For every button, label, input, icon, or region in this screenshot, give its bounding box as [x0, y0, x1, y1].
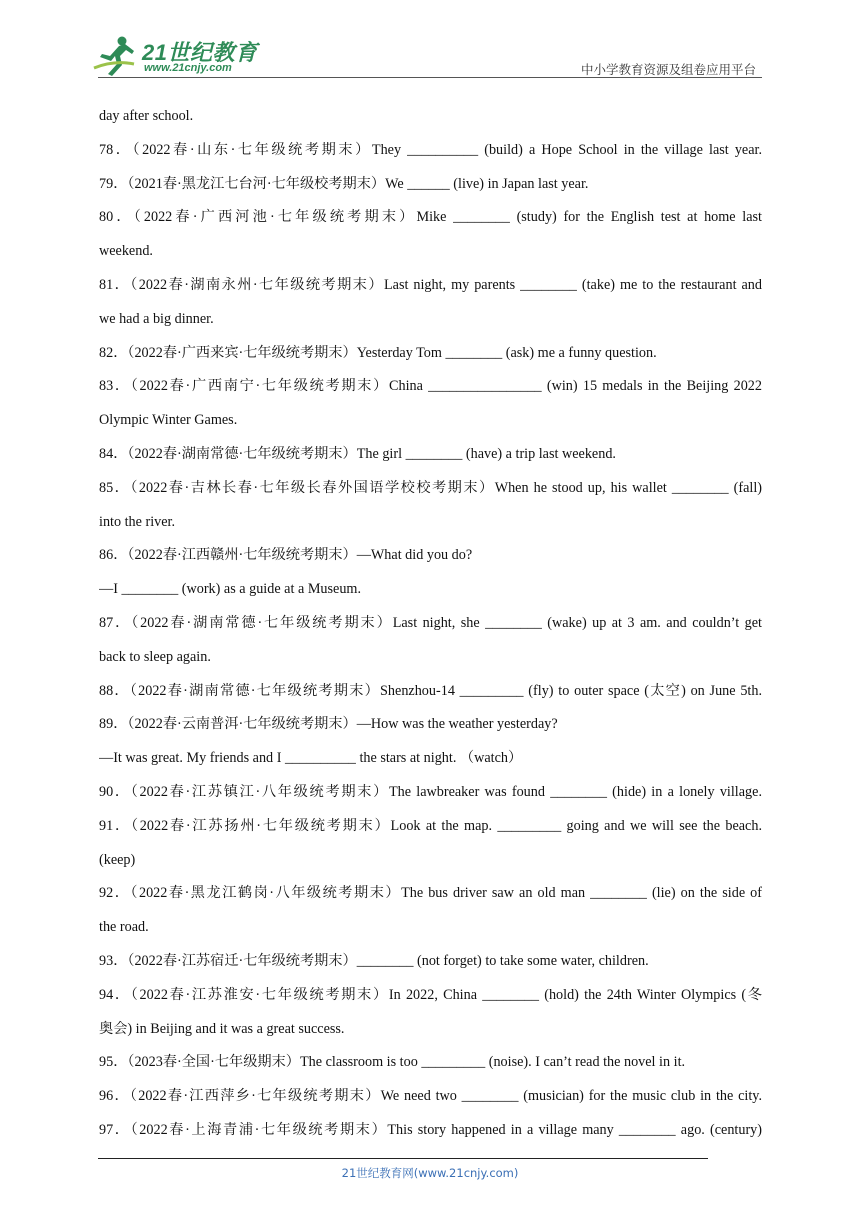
- question-line: 88．（2022春·湖南常德·七年级统考期末）Shenzhou-14 _________ (fly) to outer space (太空) on June 5th.: [99, 682, 762, 699]
- question-line: 84．（2022春·湖南常德·七年级统考期末）The girl ________ (have) a trip last weekend.: [99, 445, 616, 462]
- question-line: Olympic Winter Games.: [99, 412, 238, 429]
- site-logo: [92, 34, 262, 78]
- logo-url: www.21cnjy.com: [144, 62, 232, 74]
- footer-text: 21世纪教育网(www.21cnjy.com): [341, 1166, 519, 1180]
- question-line: —It was great. My friends and I __________ the stars at night. （watch）: [99, 750, 523, 767]
- question-line: weekend.: [99, 243, 153, 260]
- header-platform-name: 中小学教育资源及组卷应用平台: [580, 62, 756, 77]
- question-line: 82．（2022春·广西来宾·七年级统考期末）Yesterday Tom ________ (ask) me a funny question.: [99, 344, 657, 361]
- question-line: —I ________ (work) as a guide at a Museum.: [99, 581, 362, 598]
- question-line: 78．（2022春·山东·七年级统考期末）They __________ (build) a Hope School in the village last year.: [99, 141, 762, 158]
- question-line: we had a big dinner.: [99, 310, 214, 327]
- question-line: 92．（2022春·黑龙江鹤岗·八年级统考期末）The bus driver saw an old man ________ (lie) on the side of: [99, 885, 762, 902]
- question-line: 91．（2022春·江苏扬州·七年级统考期末）Look at the map. _________ going and we will see the beach.: [99, 817, 762, 834]
- question-line: 87．（2022春·湖南常德·七年级统考期末）Last night, she ________ (wake) up at 3 am. and couldn’t get: [99, 614, 762, 631]
- question-line: back to sleep again.: [99, 648, 211, 665]
- question-line: 83．（2022春·广西南宁·七年级统考期末）China ________________ (win) 15 medals in the Beijing 2022: [99, 378, 762, 395]
- question-list: [99, 104, 762, 1152]
- question-line: 94．（2022春·江苏淮安·七年级统考期末）In 2022, China ________ (hold) the 24th Winter Olympics (冬: [99, 986, 762, 1003]
- question-line: 90．（2022春·江苏镇江·八年级统考期末）The lawbreaker was found ________ (hide) in a lonely village.: [99, 783, 762, 800]
- header-divider: [98, 77, 762, 78]
- logo-text: 21世纪教育: [142, 40, 258, 65]
- running-figure-icon: [92, 34, 136, 78]
- question-line: 85．（2022春·吉林长春·七年级长春外国语学校校考期末）When he stood up, his wallet ________ (fall): [99, 479, 762, 496]
- question-line: 81．（2022春·湖南永州·七年级统考期末）Last night, my parents ________ (take) me to the restaurant and: [99, 276, 762, 293]
- question-line: 86．（2022春·江西赣州·七年级统考期末）—What did you do?: [99, 547, 473, 564]
- question-line: day after school.: [99, 108, 194, 124]
- question-line: 89．（2022春·云南普洱·七年级统考期末）—How was the weather yesterday?: [99, 716, 558, 733]
- question-line: 95．（2023春·全国·七年级期末）The classroom is too _________ (noise). I can’t read the novel in it.: [99, 1054, 686, 1071]
- question-line: 奥会) in Beijing and it was a great success.: [99, 1020, 345, 1037]
- page-header: [0, 0, 860, 80]
- question-line: 79．（2021春·黑龙江七台河·七年级校考期末）We ______ (live) in Japan last year.: [99, 175, 589, 192]
- question-line: (keep): [99, 851, 136, 868]
- question-line: into the river.: [99, 513, 176, 530]
- question-line: 80．（2022春·广西河池·七年级统考期末）Mike ________ (study) for the English test at home last: [99, 209, 762, 226]
- question-line: 96．（2022春·江西萍乡·七年级统考期末）We need two ________ (musician) for the music club in the city.: [99, 1088, 762, 1105]
- question-line: the road.: [99, 919, 149, 936]
- question-line: 93．（2022春·江苏宿迁·七年级统考期末）________ (not forget) to take some water, children.: [99, 952, 649, 969]
- footer-divider: [98, 1158, 708, 1159]
- question-line: 97．（2022春·上海青浦·七年级统考期末）This story happened in a village many ________ ago. (century): [99, 1121, 762, 1138]
